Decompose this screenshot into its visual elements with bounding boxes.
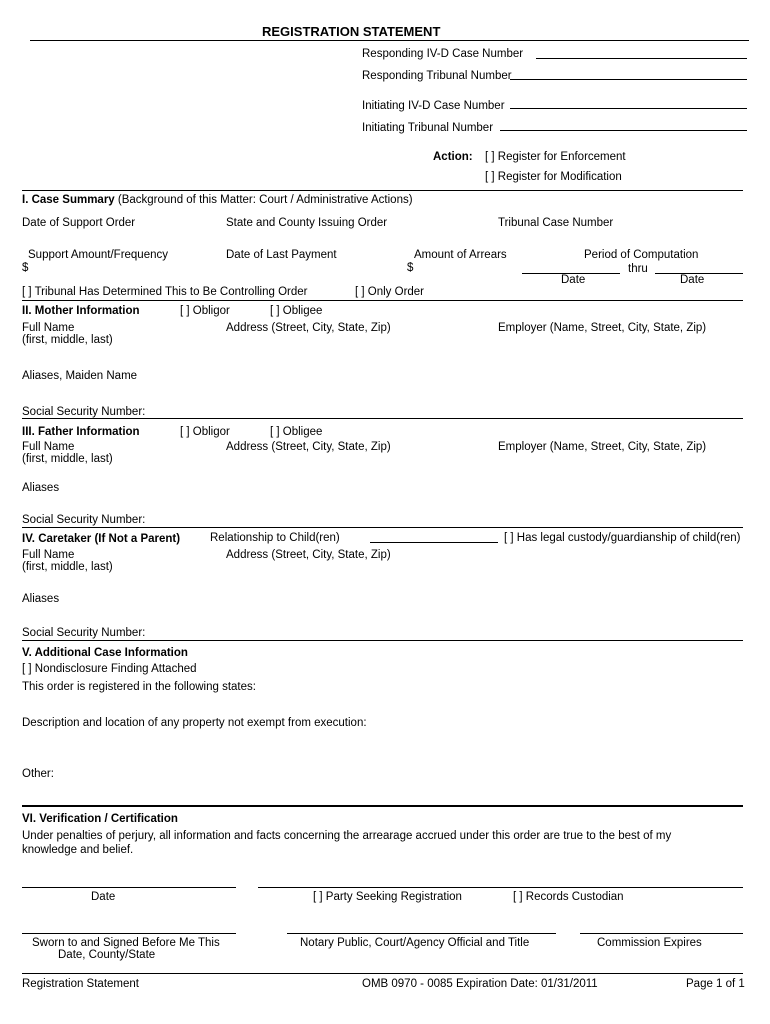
support-amount-dollar: $ [22,262,29,274]
case-summary-subtitle: (Background of this Matter: Court / Administrative Actions) [117,194,413,206]
relationship-field[interactable] [370,542,498,543]
state-county-label: State and County Issuing Order [226,217,388,229]
mother-full-name-label: Full Name [22,322,75,334]
caretaker-heading: IV. Caretaker (If Not a Parent) [22,533,181,545]
records-custodian-checkbox[interactable]: [ ] Records Custodian [513,891,624,903]
footer-title: Registration Statement [22,978,139,990]
date-signature-line[interactable] [22,887,236,888]
period-start-date-label: Date [561,274,586,286]
custody-checkbox[interactable]: [ ] Has legal custody/guardianship of child(ren) [504,532,741,544]
date-county-label: Date, County/State [58,949,156,961]
party-signature-line[interactable] [258,887,743,888]
footer-rule [22,973,743,974]
mother-address-label: Address (Street, City, State, Zip) [226,322,391,334]
mother-name-hint: (first, middle, last) [22,334,113,346]
responding-case-field[interactable] [536,58,747,59]
mother-obligee-checkbox[interactable]: [ ] Obligee [270,305,323,317]
date-label: Date [91,891,116,903]
period-of-computation-label: Period of Computation [584,249,699,261]
sworn-line[interactable] [22,933,236,934]
section-3-rule [22,418,743,419]
section-4-rule [22,527,743,528]
father-heading: III. Father Information [22,426,140,438]
verification-statement: Under penalties of perjury, all information and facts concerning the arrearage accrued under this order are true to the best of my knowledge and belief. [22,830,672,856]
section-6-rule [22,805,743,807]
page-title: REGISTRATION STATEMENT [262,24,441,39]
section-2-rule [22,300,743,301]
caretaker-name-hint: (first, middle, last) [22,561,113,573]
thru-label: thru [628,263,648,275]
registered-states-label: This order is registered in the following states: [22,681,256,693]
initiating-case-field[interactable] [510,108,747,109]
father-full-name-label: Full Name [22,441,75,453]
father-ssn-label: Social Security Number: [22,514,146,526]
mother-heading: II. Mother Information [22,305,140,317]
commission-line[interactable] [580,933,743,934]
footer-page-number: Page 1 of 1 [686,978,745,990]
father-name-hint: (first, middle, last) [22,453,113,465]
title-rule [30,40,749,41]
father-address-label: Address (Street, City, State, Zip) [226,441,391,453]
caretaker-address-label: Address (Street, City, State, Zip) [226,549,391,561]
initiating-tribunal-field[interactable] [500,130,747,131]
responding-tribunal-label: Responding Tribunal Number [362,70,512,82]
caretaker-ssn-label: Social Security Number: [22,627,146,639]
section-5-rule [22,640,743,641]
register-enforcement-checkbox[interactable]: [ ] Register for Enforcement [485,151,626,163]
relationship-label: Relationship to Child(ren) [210,532,340,544]
register-modification-checkbox[interactable]: [ ] Register for Modification [485,171,622,183]
notary-line[interactable] [287,933,556,934]
tribunal-case-number-label: Tribunal Case Number [498,217,614,229]
last-payment-label: Date of Last Payment [226,249,337,261]
nondisclosure-checkbox[interactable]: [ ] Nondisclosure Finding Attached [22,663,197,675]
sworn-label: Sworn to and Signed Before Me This [32,937,220,949]
support-amount-label: Support Amount/Frequency [28,249,168,261]
mother-ssn-label: Social Security Number: [22,406,146,418]
period-end-date-label: Date [680,274,705,286]
responding-tribunal-field[interactable] [510,79,747,80]
father-aliases-label: Aliases [22,482,60,494]
commission-label: Commission Expires [597,937,702,949]
notary-label: Notary Public, Court/Agency Official and Title [300,937,530,949]
caretaker-aliases-label: Aliases [22,593,60,605]
case-summary-heading [22,193,413,207]
case-summary-title: I. Case Summary [22,194,115,206]
initiating-tribunal-label: Initiating Tribunal Number [362,122,494,134]
action-label: Action: [433,151,473,163]
other-label: Other: [22,768,54,780]
party-seeking-checkbox[interactable]: [ ] Party Seeking Registration [313,891,462,903]
father-obligee-checkbox[interactable]: [ ] Obligee [270,426,323,438]
father-employer-label: Employer (Name, Street, City, State, Zip) [498,441,707,453]
responding-case-label: Responding IV-D Case Number [362,48,524,60]
date-of-support-order-label: Date of Support Order [22,217,136,229]
controlling-order-checkbox[interactable]: [ ] Tribunal Has Determined This to Be Controlling Order [22,286,308,298]
father-obligor-checkbox[interactable]: [ ] Obligor [180,426,230,438]
initiating-case-label: Initiating IV-D Case Number [362,100,505,112]
caretaker-full-name-label: Full Name [22,549,75,561]
verification-heading: VI. Verification / Certification [22,813,178,825]
mother-employer-label: Employer (Name, Street, City, State, Zip) [498,322,707,334]
section-1-rule [22,190,743,191]
arrears-dollar: $ [407,262,414,274]
footer-omb: OMB 0970 - 0085 Expiration Date: 01/31/2011 [362,978,598,990]
mother-aliases-label: Aliases, Maiden Name [22,370,138,382]
arrears-label: Amount of Arrears [414,249,507,261]
additional-heading: V. Additional Case Information [22,647,188,659]
only-order-checkbox[interactable]: [ ] Only Order [355,286,425,298]
mother-obligor-checkbox[interactable]: [ ] Obligor [180,305,230,317]
property-label: Description and location of any property not exempt from execution: [22,717,367,729]
